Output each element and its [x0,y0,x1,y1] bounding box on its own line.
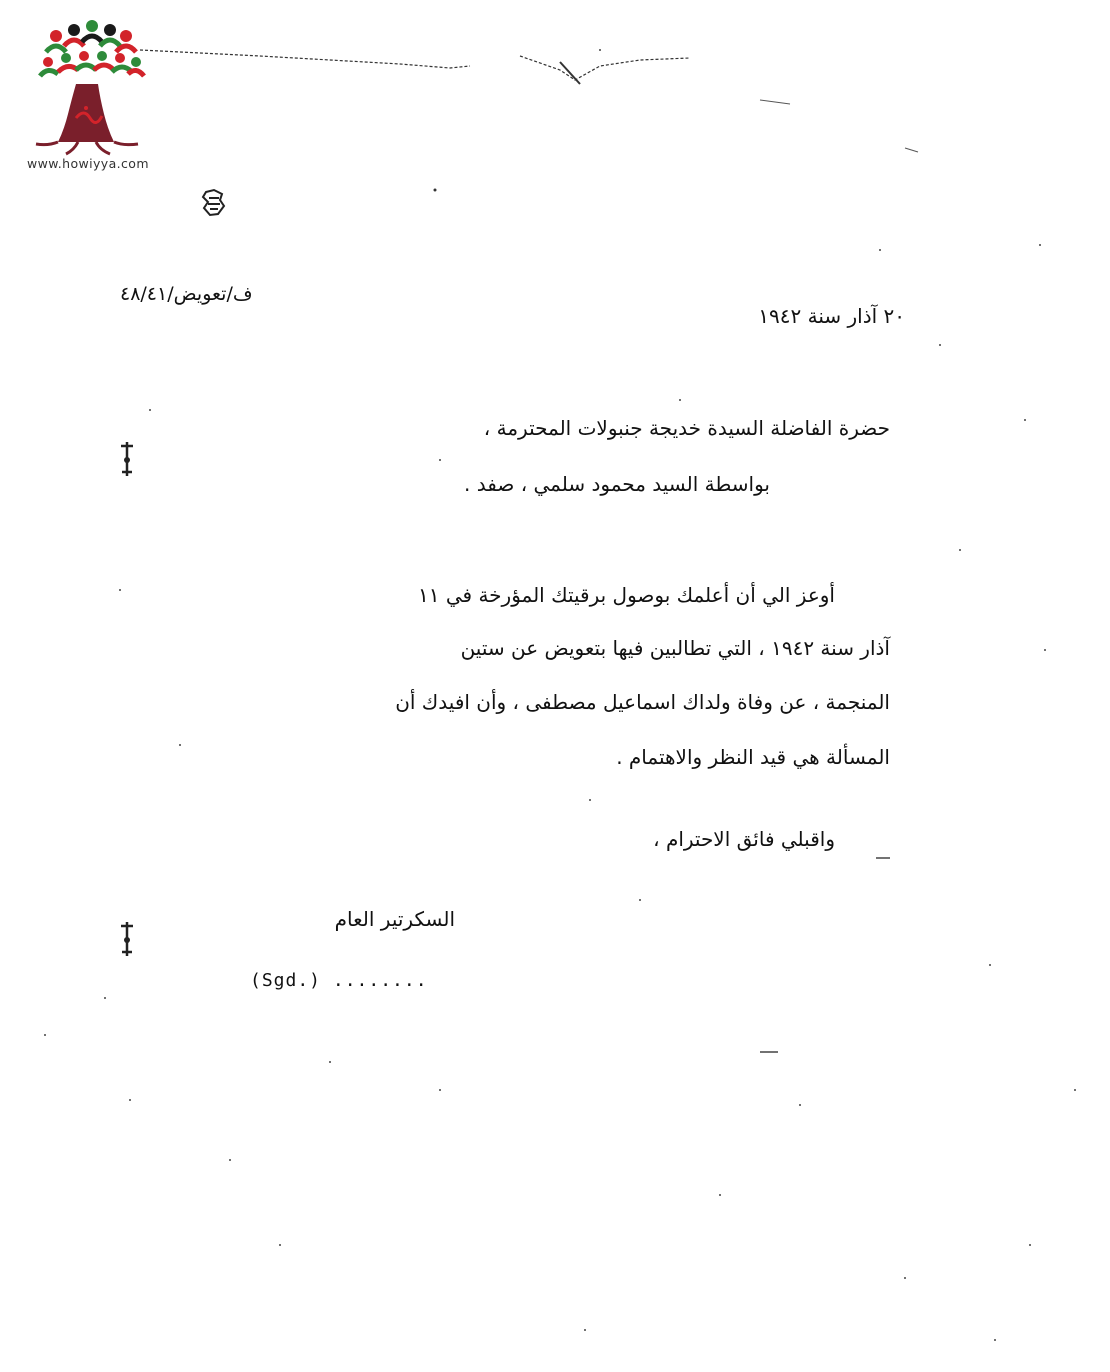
howiyya-logo [28,18,148,168]
family-tree-logo-icon [28,18,148,158]
margin-mark-icon [118,440,136,478]
body-line: المسألة هي قيد النظر والاهتمام . [616,745,890,769]
signatory-title: السكرتير العام [334,907,455,931]
body-line: آذار سنة ١٩٤٢ ، التي تطالبين فيها بتعويض عن ستين [460,636,890,660]
body-line: المنجمة ، عن وفاة ولداك اسماعيل مصطفى ، وأن افيدك أن [395,690,890,714]
body-line: أوعز الي أن أعلمك بوصول برقيتك المؤرخة في ١١ [418,583,835,607]
closing-line: واقبلي فائق الاحترام ، [653,827,835,851]
via-line: بواسطة السيد محمود سلمي ، صفد . [464,472,770,496]
letter-date: ٢٠ آذار سنة ١٩٤٢ [758,304,905,328]
logo-url: www.howiyya.com [27,156,149,171]
signed-name: (Sgd.) ........ [250,970,428,991]
margin-mark-icon [118,920,136,958]
reference-number: ف/تعويض/٤٨/٤١ [120,283,253,305]
addressee-line: حضرة الفاضلة السيدة خديجة جنبولات المحترمة ، [483,416,890,440]
ink-stamp-icon [200,188,228,218]
